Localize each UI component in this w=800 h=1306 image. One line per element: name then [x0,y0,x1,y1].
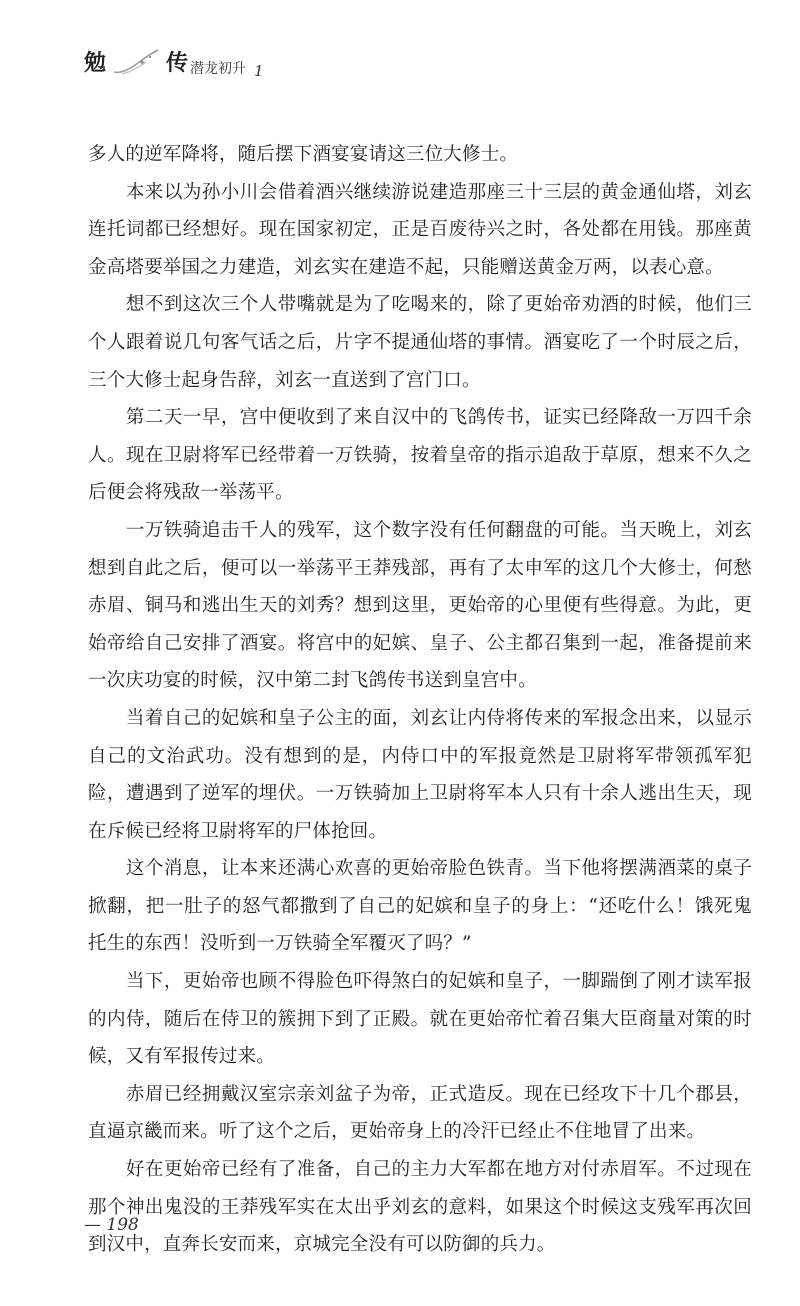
paragraph: 当着自己的妃嫔和皇子公主的面，刘玄让内侍将传来的军报念出来，以显示自己的文治武功。没有想到的是，内侍口中的军报竟然是卫尉将军带领孤军犯险，遭遇到了逆军的埋伏。一万铁骑加上卫尉将军本人只有十余人逃出生天，现在斥候已经将卫尉将军的尸体抢回。 [88,707,752,842]
decorative-swoosh-icon [112,48,160,78]
header-title-char-2: 传 [166,50,189,76]
header-subtitle: 潜龙初升 [190,61,246,77]
paragraph: 第二天一早，宫中便收到了来自汉中的飞鸽传书，证实已经降敌一万四千余人。现在卫尉将军已经带着一万铁骑，按着皇帝的指示追敌于草原，想来不久之后便会将残敌一举荡平。 [88,407,752,504]
paragraph: 赤眉已经拥戴汉室宗亲刘盆子为帝，正式造反。现在已经攻下十几个郡县，直逼京畿而来。听了这个之后，更始帝身上的冷汗已经止不住地冒了出来。 [88,1083,752,1143]
running-header [84,42,284,82]
paragraph: 一万铁骑追击千人的残军，这个数字没有任何翻盘的可能。当天晚上，刘玄想到自此之后，便可以一举荡平王莽残部，再有了太申军的这几个大修士，何愁赤眉、铜马和逃出生天的刘秀？想到这里，更始帝的心里便有些得意。为此，更始帝给自己安排了酒宴。将宫中的妃嫔、皇子、公主都召集到一起，准备提前来一次庆功宴的时候，汉中第二封飞鸽传书送到皇宫中。 [88,519,752,692]
paragraph: 当下，更始帝也顾不得脸色吓得煞白的妃嫔和皇子，一脚踹倒了刚才读军报的内侍，随后在侍卫的簇拥下到了正殿。就在更始帝忙着召集大臣商量对策的时候，又有军报传过来。 [88,971,752,1068]
body-text [88,136,752,1264]
paragraph: 好在更始帝已经有了准备，自己的主力大军都在地方对付赤眉军。不过现在那个神出鬼没的王莽残军实在太出乎刘玄的意料，如果这个时候这支残军再次回到汉中，直奔长安而来，京城完全没有可以防御的兵力。 [88,1159,752,1256]
paragraph: 这个消息，让本来还满心欢喜的更始帝脸色铁青。当下他将摆满酒菜的桌子掀翻，把一肚子的怒气都撒到了自己的妃嫔和皇子的身上：“还吃什么！饿死鬼托生的东西！没听到一万铁骑全军覆灭了吗？” [88,858,752,955]
header-title-char-1: 勉 [84,50,107,76]
paragraph: 想不到这次三个人带嘴就是为了吃喝来的，除了更始帝劝酒的时候，他们三个人跟着说几句客气话之后，片字不提通仙塔的事情。酒宴吃了一个时辰之后，三个大修士起身告辞，刘玄一直送到了宫门口。 [88,294,752,391]
paragraph: 多人的逆军降将，随后摆下酒宴宴请这三位大修士。 [88,144,519,165]
page-number: — 198 [84,1215,139,1235]
paragraph: 本来以为孙小川会借着酒兴继续游说建造那座三十三层的黄金通仙塔，刘玄连托词都已经想好。现在国家初定，正是百废待兴之时，各处都在用钱。那座黄金高塔要举国之力建造，刘玄实在建造不起，只能赠送黄金万两，以表心意。 [88,181,752,278]
header-volume-number: 1 [254,62,264,80]
